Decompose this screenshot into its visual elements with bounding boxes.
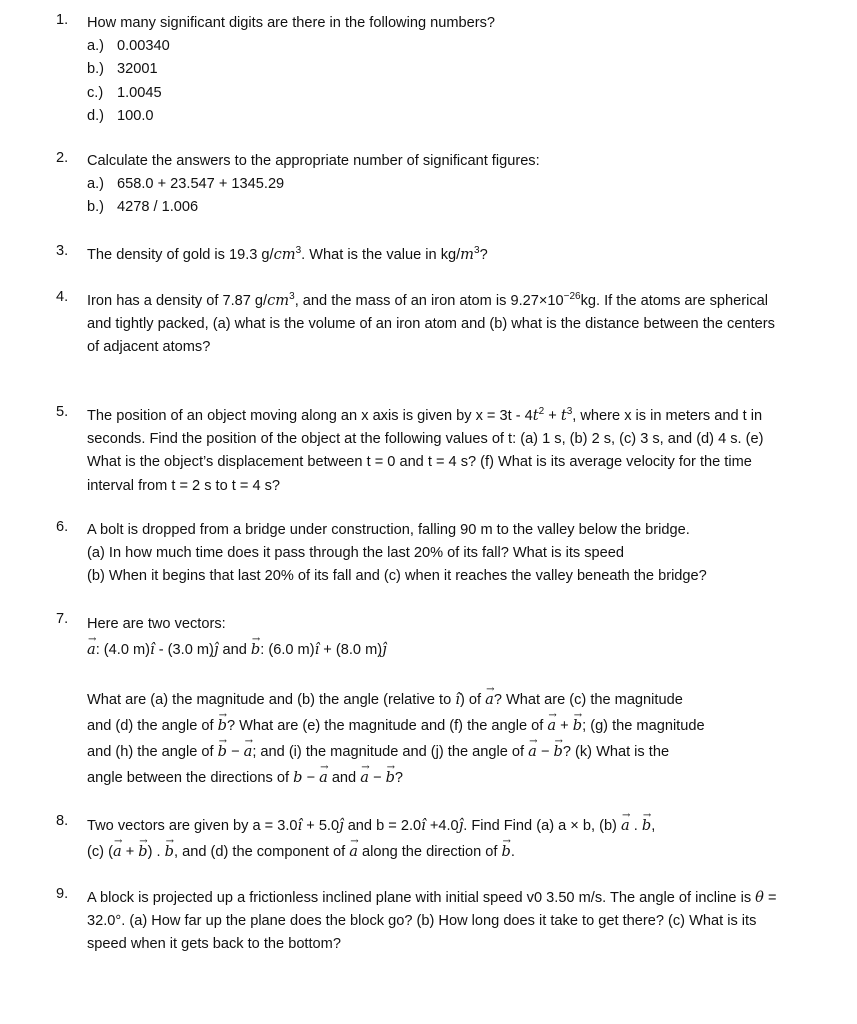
vector-definitions bbox=[87, 637, 786, 663]
text-run: − bbox=[368, 770, 386, 787]
question-3 bbox=[56, 243, 786, 267]
text-run: : (4.0 m) bbox=[95, 642, 151, 659]
text-run: and (h) the angle of bbox=[87, 744, 218, 761]
text-run: ? bbox=[394, 770, 404, 787]
vector-b: → b bbox=[553, 739, 562, 765]
text-run: A block is projected up a frictionless inclined plane with initial speed v0 3.50 m/s. The angle of incline is bbox=[87, 890, 756, 906]
text-run: , and the mass of an iron atom is 9.27×10 bbox=[294, 293, 564, 309]
vector-a: → a bbox=[244, 739, 253, 765]
text-run: . Find Find (a) a × b, (b) bbox=[463, 818, 621, 834]
text-run: +4.0 bbox=[425, 818, 459, 834]
text-run: The density of gold is 19.3 g/ bbox=[87, 247, 274, 263]
text-run: . bbox=[629, 818, 642, 834]
text-run: ) . bbox=[147, 844, 165, 860]
question-2 bbox=[56, 150, 786, 220]
question-number: 2. bbox=[56, 150, 69, 166]
unit-vector-j: ĵ bbox=[458, 817, 464, 834]
text-run: What are (a) the magnitude and (b) the angle (relative to bbox=[87, 691, 456, 708]
question-text bbox=[87, 886, 786, 957]
question-text: A bolt is dropped from a bridge under construction, falling 90 m to the valley below the bridge. bbox=[87, 522, 690, 538]
exponent: −26 bbox=[563, 291, 581, 302]
text-run: + bbox=[556, 717, 573, 734]
unit-vector-i: î bbox=[455, 690, 460, 708]
vector-b: → b bbox=[138, 839, 147, 865]
variable: b bbox=[293, 769, 303, 787]
unit-vector-i: î bbox=[297, 817, 303, 834]
question-text bbox=[87, 243, 786, 267]
question-text bbox=[87, 765, 786, 791]
text-run: Iron has a density of 7.87 g/ bbox=[87, 293, 268, 309]
question-text bbox=[87, 289, 786, 360]
text-run: ) of bbox=[459, 691, 486, 708]
sub-item bbox=[87, 173, 786, 196]
question-6 bbox=[56, 519, 786, 589]
unit-symbol: m bbox=[460, 246, 475, 263]
question-7 bbox=[56, 611, 786, 792]
question-8 bbox=[56, 813, 786, 865]
sub-item-label: c.) bbox=[87, 84, 104, 101]
unit-symbol: cm bbox=[273, 246, 296, 263]
question-number: 5. bbox=[56, 404, 69, 420]
vector-b: → b bbox=[251, 637, 260, 663]
sub-item bbox=[87, 196, 786, 219]
variable: t bbox=[560, 407, 567, 424]
text-run: angle between the directions of bbox=[87, 770, 294, 787]
question-number: 4. bbox=[56, 289, 69, 305]
text-run: + bbox=[544, 408, 561, 424]
text-run: − bbox=[302, 770, 320, 787]
vector-a: → a bbox=[349, 839, 358, 865]
vector-a: → a bbox=[485, 687, 494, 713]
exponent: 3 bbox=[289, 291, 295, 302]
unit-vector-i: î bbox=[421, 817, 426, 834]
text-run: + 5.0 bbox=[302, 818, 340, 834]
text-run: − bbox=[226, 744, 244, 761]
vector-a: → a bbox=[621, 813, 630, 839]
text-run: and b = 2.0 bbox=[343, 818, 422, 834]
text-run: ? What are (c) the magnitude bbox=[493, 691, 683, 708]
text-run: kg. If the atoms are spherical and tightly packed, (a) what is the volume of an iron atom and (b) what is the distance between the centers of adjacent atoms? bbox=[87, 293, 775, 356]
text-run: and (d) the angle of bbox=[87, 717, 218, 734]
sub-item-value: 658.0 + 23.547 + 1345.29 bbox=[117, 176, 285, 193]
question-text bbox=[87, 713, 786, 739]
sub-item-value: 100.0 bbox=[117, 107, 154, 124]
vector-a: → a bbox=[528, 739, 537, 765]
question-4 bbox=[56, 289, 786, 360]
vector-a: → a bbox=[547, 713, 556, 739]
question-text bbox=[87, 739, 786, 765]
question-number: 9. bbox=[56, 886, 69, 902]
exponent: 3 bbox=[566, 406, 573, 417]
question-text: Here are two vectors: bbox=[87, 616, 226, 632]
sub-item-value: 32001 bbox=[117, 61, 158, 78]
sub-item bbox=[87, 58, 786, 81]
sub-item-label: b.) bbox=[87, 199, 105, 216]
vector-b: → b bbox=[165, 839, 174, 865]
vector-a: → a bbox=[360, 765, 369, 791]
question-9 bbox=[56, 886, 786, 957]
text-run: along the direction of bbox=[357, 844, 502, 860]
question-text: How many significant digits are there in the following numbers? bbox=[87, 15, 496, 31]
vector-b: → b bbox=[642, 813, 651, 839]
question-number: 3. bbox=[56, 243, 69, 259]
vector-b: → b bbox=[502, 839, 511, 865]
unit-symbol: cm bbox=[267, 292, 290, 309]
question-text: (a) In how much time does it pass through the last 20% of its fall? What is its speed bbox=[87, 545, 624, 562]
exponent: 3 bbox=[474, 245, 480, 256]
text-run: and bbox=[218, 642, 251, 659]
unit-vector-i: î bbox=[150, 641, 155, 659]
question-text bbox=[87, 687, 786, 713]
text-run: . What is the value in kg/ bbox=[301, 247, 461, 263]
vector-b: → b bbox=[218, 739, 227, 765]
question-text bbox=[87, 839, 786, 865]
sub-item bbox=[87, 35, 786, 58]
vector-b: → b bbox=[573, 713, 582, 739]
variable: t bbox=[532, 407, 539, 424]
text-run: − bbox=[536, 744, 554, 761]
question-text bbox=[87, 404, 786, 498]
text-run: The position of an object moving along an x axis is given by x = 3t - 4 bbox=[87, 408, 533, 424]
unit-vector-j: ĵ bbox=[382, 641, 387, 659]
text-run: : (6.0 m) bbox=[260, 642, 315, 659]
theta-symbol: θ bbox=[755, 889, 764, 906]
text-run: , where x is in meters and t in seconds. Find the position of the object at the following values of t: (a) 1 s, (b) 2 s, (c) 3 s, and (d) 4 s. (e) What is the object’s displacement between t = 0 and t = 4 s? (f) What is its average velocity for the time interval from t = 2 s to t = 4 s? bbox=[87, 408, 764, 494]
text-run: (c) ( bbox=[87, 844, 113, 860]
question-text: Calculate the answers to the appropriate number of significant figures: bbox=[87, 153, 540, 169]
text-run: . bbox=[510, 844, 515, 860]
text-run: and bbox=[327, 770, 361, 787]
vector-a: → a bbox=[113, 839, 122, 865]
text-run: ? (k) What is the bbox=[562, 744, 670, 761]
vector-b: → b bbox=[218, 713, 227, 739]
exponent: 2 bbox=[538, 406, 545, 417]
text-run: - (3.0 m) bbox=[154, 642, 214, 659]
sub-item-label: d.) bbox=[87, 107, 105, 124]
sub-item-label: a.) bbox=[87, 176, 105, 193]
sub-item-label: b.) bbox=[87, 61, 105, 78]
text-run: Two vectors are given by a = 3.0 bbox=[87, 818, 298, 834]
unit-vector-i: î bbox=[314, 641, 320, 659]
text-run: + bbox=[121, 844, 139, 860]
text-run: ; (g) the magnitude bbox=[582, 717, 705, 734]
text-run: , and (d) the component of bbox=[174, 844, 350, 860]
sub-item bbox=[87, 82, 786, 105]
sub-item-value: 4278 / 1.006 bbox=[117, 199, 199, 216]
sub-item-value: 1.0045 bbox=[117, 84, 162, 101]
text-run: ? bbox=[479, 247, 488, 263]
question-text: (b) When it begins that last 20% of its fall and (c) when it reaches the valley beneath the bridge? bbox=[87, 568, 707, 585]
text-run: ; and (i) the magnitude and (j) the angle of bbox=[252, 744, 529, 761]
spacer bbox=[87, 664, 786, 687]
text-run: + (8.0 m) bbox=[319, 642, 383, 659]
exponent: 3 bbox=[295, 245, 302, 256]
vector-a: → a bbox=[319, 765, 328, 791]
question-text bbox=[87, 813, 786, 839]
text-run: = 32.0°. (a) How far up the plane does the block go? (b) How long does it take to get there? (c) What is its speed when it gets back to the bottom? bbox=[87, 890, 777, 953]
question-1 bbox=[56, 12, 786, 128]
unit-vector-j: ĵ bbox=[213, 641, 219, 659]
sub-item-value: 0.00340 bbox=[117, 38, 170, 55]
unit-vector-j: ĵ bbox=[339, 817, 344, 834]
sub-item-label: a.) bbox=[87, 38, 105, 55]
vector-a: → a bbox=[87, 637, 96, 663]
question-number: 8. bbox=[56, 813, 69, 829]
question-number: 1. bbox=[56, 12, 69, 28]
question-5 bbox=[56, 404, 786, 498]
question-number: 7. bbox=[56, 611, 69, 627]
question-number: 6. bbox=[56, 519, 69, 535]
vector-b: → b bbox=[386, 765, 395, 791]
text-run: ? What are (e) the magnitude and (f) the angle of bbox=[226, 717, 548, 734]
sub-item bbox=[87, 105, 786, 128]
text-run: , bbox=[651, 818, 656, 834]
